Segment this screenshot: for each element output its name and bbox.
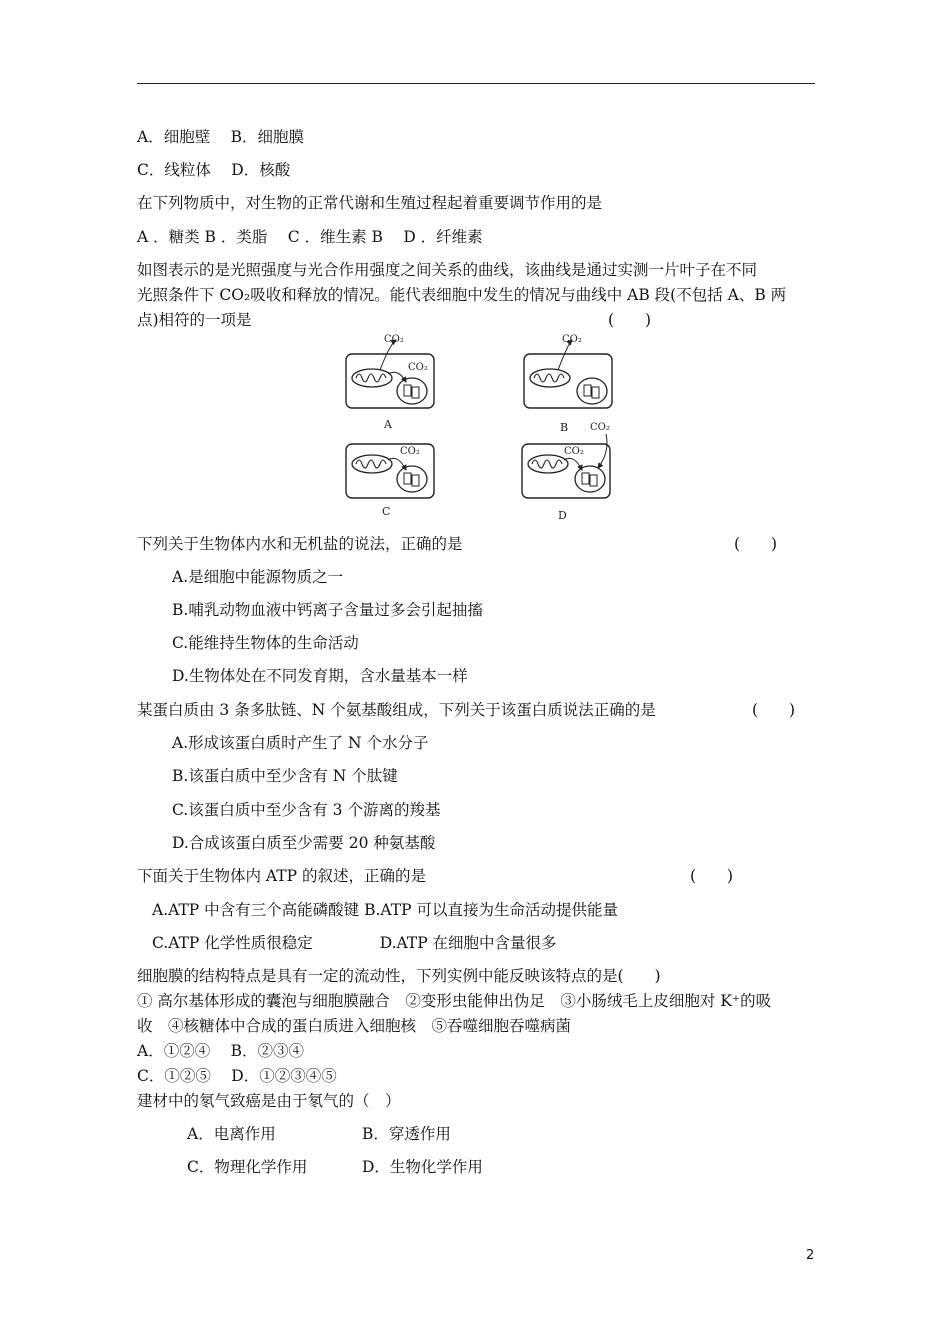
question-stem: 下面关于生物体内 ATP 的叙述，正确的是: [137, 867, 426, 885]
question-item-line: ① 高尔基体形成的囊泡与细胞膜融合 ②变形虫能伸出伪足 ③小肠绒毛上皮细胞对 K⁺的吸: [137, 992, 772, 1010]
question-item-line: 收 ④核糖体中合成的蛋白质进入细胞核 ⑤吞噬细胞吞噬病菌: [137, 1017, 572, 1035]
panel-label: D: [558, 509, 567, 522]
option-line: A.ATP 中含有三个高能磷酸键 B.ATP 可以直接为生命活动提供能量: [152, 901, 618, 919]
question-stem: 点)相符的一项是: [137, 311, 252, 329]
co2-label: CO₂: [408, 362, 428, 373]
answer-paren: ( ): [690, 867, 734, 885]
option-line: A.形成该蛋白质时产生了 N 个水分子: [172, 734, 429, 752]
page-number: 2: [806, 1248, 815, 1263]
option-line: B.哺乳动物血液中钙离子含量过多会引起抽搐: [172, 601, 483, 619]
question-stem: 光照条件下 CO₂吸收和释放的情况。能代表细胞中发生的情况与曲线中 AB 段(不包括 A、B 两: [137, 286, 787, 304]
question-stem: 如图表示的是光照强度与光合作用强度之间关系的曲线，该曲线是通过实测一片叶子在不同: [137, 261, 758, 279]
co2-label: CO₂: [384, 334, 404, 345]
answer-paren: ( ): [752, 701, 796, 719]
question-stem: 某蛋白质由 3 条多肽链、N 个氨基酸组成，下列关于该蛋白质说法正确的是: [137, 701, 656, 719]
option-line: C．①②⑤ D．①②③④⑤: [137, 1067, 337, 1085]
header-rule: [137, 83, 815, 84]
option-c: C．物理化学作用: [187, 1158, 308, 1176]
option-line: C．线粒体 D．核酸: [137, 161, 291, 179]
answer-paren: ( ): [608, 311, 652, 329]
question-stem: 细胞膜的结构特点是具有一定的流动性，下列实例中能反映该特点的是( ): [137, 967, 661, 985]
option-line: D.生物体处在不同发育期，含水量基本一样: [172, 667, 468, 685]
option-line: D.合成该蛋白质至少需要 20 种氨基酸: [172, 834, 436, 852]
co2-label: CO₂: [400, 446, 420, 457]
option-line: C.能维持生物体的生命活动: [172, 634, 359, 652]
co2-label: CO₂: [590, 422, 610, 433]
co2-label: CO₂: [564, 446, 584, 457]
panel-label: B: [560, 421, 569, 434]
option-line: A.是细胞中能源物质之一: [172, 568, 344, 586]
option-d: D．生物化学作用: [362, 1158, 483, 1176]
question-stem: 下列关于生物体内水和无机盐的说法，正确的是: [137, 535, 463, 553]
option-line: A．细胞壁 B．细胞膜: [137, 128, 305, 146]
question-stem: 在下列物质中，对生物的正常代谢和生殖过程起着重要调节作用的是: [137, 194, 603, 212]
panel-c: [346, 444, 434, 518]
option-line: B.该蛋白质中至少含有 N 个肽键: [172, 767, 398, 785]
panel-b: [524, 334, 612, 434]
cell-diagram-figure: [340, 334, 630, 524]
panel-d: [522, 422, 610, 522]
answer-paren: ( ): [734, 535, 778, 553]
co2-label: CO₂: [562, 334, 582, 345]
option-line: C.ATP 化学性质很稳定 D.ATP 在细胞中含量很多: [152, 934, 557, 952]
option-a: A．电离作用: [187, 1125, 276, 1143]
option-line: A ．糖类 B ．类脂 C ．维生素 B D ．纤维素: [137, 228, 483, 246]
panel-label: C: [382, 505, 391, 518]
question-stem: 建材中的氡气致癌是由于氡气的（ ）: [137, 1092, 401, 1110]
option-line: A．①②④ B．②③④: [137, 1042, 305, 1060]
panel-a: [346, 334, 434, 431]
cell-diagrams: [340, 334, 630, 524]
option-line: C.该蛋白质中至少含有 3 个游离的羧基: [172, 801, 441, 819]
option-b: B．穿透作用: [362, 1125, 451, 1143]
panel-label: A: [384, 418, 392, 431]
